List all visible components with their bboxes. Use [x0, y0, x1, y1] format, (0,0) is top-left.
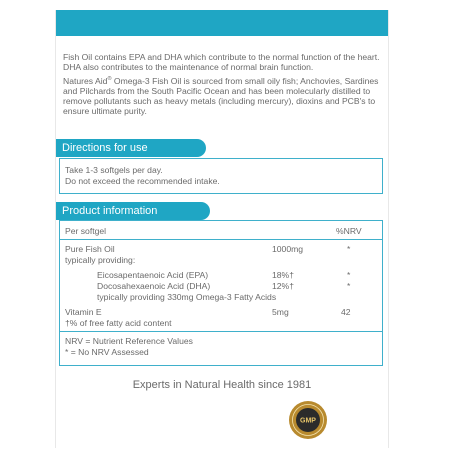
vitamin-e-nrv: 42 — [341, 307, 351, 317]
dha-amount: 12%† — [272, 281, 294, 291]
registered-mark: ® — [107, 75, 112, 82]
pure-fish-oil-nrv: * — [347, 244, 351, 254]
col-header-left: Per softgel — [65, 226, 107, 236]
pure-fish-oil-amount: 1000mg — [272, 244, 304, 254]
epa-nrv: * — [347, 270, 351, 280]
product-leaflet — [55, 10, 389, 448]
intro-paragraph-1: Fish Oil contains EPA and DHA which contribute to the normal function of the heart. DHA also contributes to the maintenance of normal brain function. — [63, 52, 380, 73]
table-divider — [60, 239, 382, 240]
notes-divider — [60, 331, 382, 332]
omega-3-label: typically providing 330mg Omega-3 Fatty Acids — [97, 292, 277, 302]
epa-amount: 18%† — [272, 270, 294, 280]
typically-providing-label: typically providing: — [65, 255, 136, 265]
asterisk-note: * = No NRV Assessed — [65, 347, 149, 357]
col-header-right: %NRV — [336, 226, 362, 236]
product-info-header: Product information — [56, 202, 210, 220]
brand-name: Natures Aid — [63, 75, 108, 86]
directions-line-1: Take 1-3 softgels per day. — [65, 165, 163, 175]
top-color-band — [56, 10, 388, 36]
nrv-note: NRV = Nutrient Reference Values — [65, 336, 193, 346]
vitamin-e-amount: 5mg — [272, 307, 289, 317]
product-info-box — [59, 220, 383, 366]
intro-text — [63, 52, 383, 120]
intro-paragraph-2-body: Omega-3 Fish Oil is sourced from small oily fish; Anchovies, Sardines and Pilchards from the South Pacific Ocean and has been molecularly distilled to remove pollutants such as heavy metals (including mercury), dioxins and PCB's to ensure ultimate purity. — [63, 75, 379, 117]
pure-fish-oil-label: Pure Fish Oil — [65, 244, 115, 254]
dagger-footnote: †% of free fatty acid content — [65, 318, 172, 328]
gmp-badge-icon — [288, 400, 328, 440]
directions-header: Directions for use — [56, 139, 206, 157]
epa-label: Eicosapentaenoic Acid (EPA) — [97, 270, 209, 280]
dha-label: Docosahexaenoic Acid (DHA) — [97, 281, 211, 291]
directions-box — [59, 158, 383, 194]
gmp-badge-text: GMP — [300, 417, 316, 425]
dha-nrv: * — [347, 281, 351, 291]
footer-tagline: Experts in Natural Health since 1981 — [132, 379, 312, 391]
vitamin-e-label: Vitamin E — [65, 307, 102, 317]
intro-paragraph-2 — [63, 76, 383, 117]
directions-line-2: Do not exceed the recommended intake. — [65, 175, 220, 186]
